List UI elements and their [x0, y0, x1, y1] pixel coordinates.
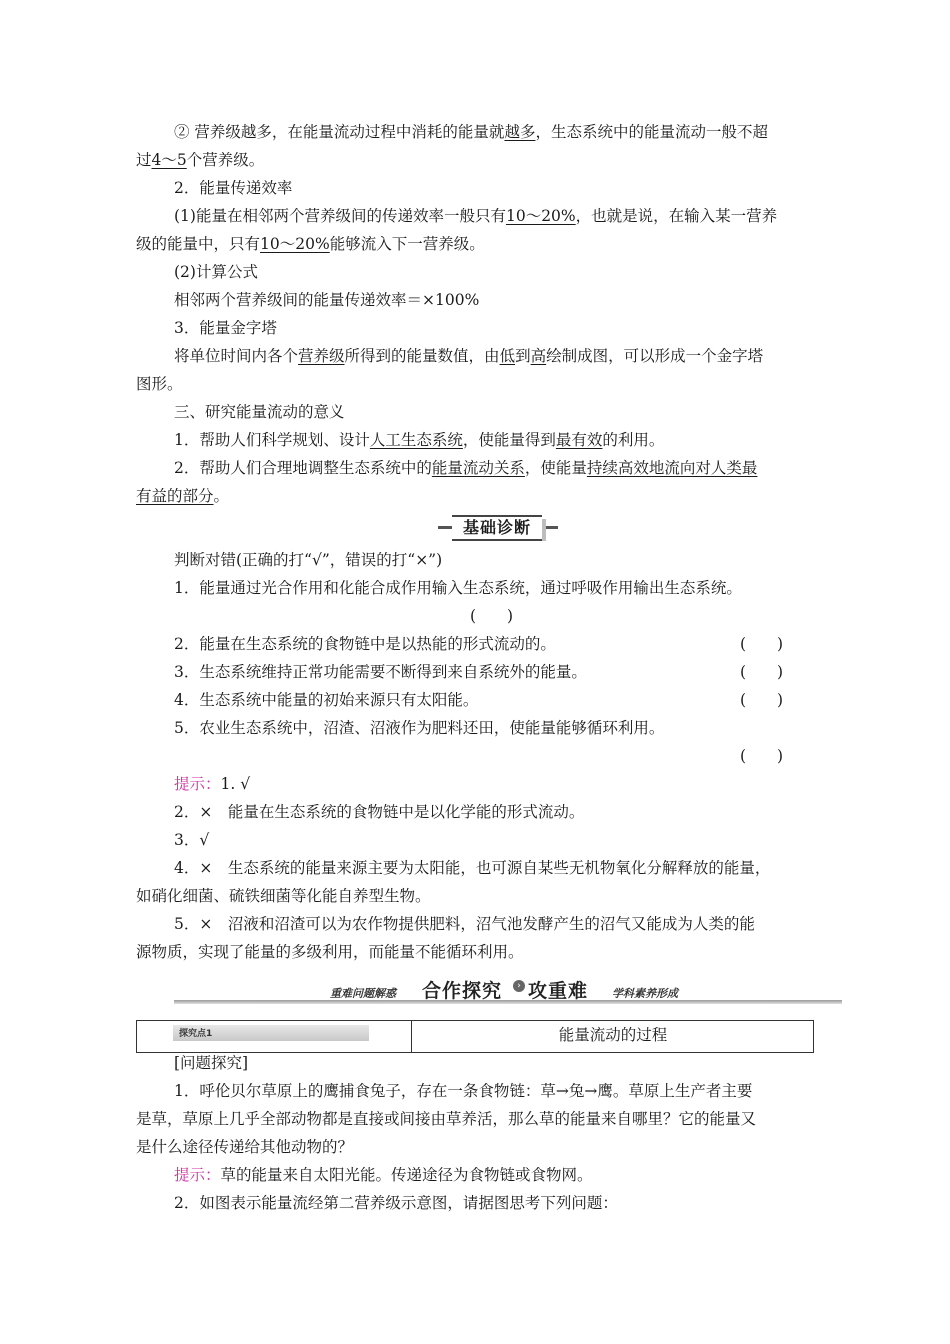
answer-text: 1. √ [220, 775, 251, 793]
section-heading: 三、研究能量流动的意义 [174, 403, 345, 421]
hint-line [174, 1164, 593, 1186]
question-4: 4．生态系统中能量的初始来源只有太阳能。 [174, 691, 479, 709]
instruction: 判断对错(正确的打“√”，错误的打“×”) [174, 551, 443, 569]
text-run: 个营养级。 [186, 151, 265, 169]
inquiry-question-1-continuation: 是什么途径传递给其他动物的？ [136, 1138, 354, 1156]
answer-5: 5．× 沼液和沼渣可以为农作物提供肥料，沼气池发酵产生的沼气又能成为人类的能 [174, 915, 755, 933]
underlined-term: 持续高效地流向对人类最 [586, 459, 758, 477]
underlined-term: 营养级 [298, 347, 345, 365]
answer-4: 4．× 生态系统的能量来源主要为太阳能，也可源自某些无机物氧化分解释放的能量， [174, 859, 771, 877]
text-run: 2．帮助人们合理地调整生态系统中的 [174, 459, 432, 477]
question-5: 5．农业生态系统中，沼渣、沼液作为肥料还田，使能量能够循环利用。 [174, 719, 665, 737]
paragraph-line [174, 345, 763, 367]
question-1: 1．能量通过光合作用和化能合成作用输入生态系统，通过呼吸作用输出生态系统。 [174, 579, 742, 597]
answer-blank: ( ) [470, 607, 514, 625]
text-run: ，使能量 [524, 459, 587, 477]
inquiry-heading: [问题探究] [174, 1054, 249, 1072]
formula: 相邻两个营养级间的能量传递效率＝×100% [174, 291, 480, 309]
chevron-right-icon: › [513, 980, 525, 992]
text-run: 1．帮助人们科学规划、设计 [174, 431, 370, 449]
paragraph-line [174, 121, 768, 143]
inquiry-question-1: 1．呼伦贝尔草原上的鹰捕食兔子，存在一条食物链：草→兔→鹰。草原上生产者主要 [174, 1082, 753, 1100]
underlined-term: 最有效 [555, 431, 603, 449]
answer-2: 2．× 能量在生态系统的食物链中是以化学能的形式流动。 [174, 803, 585, 821]
section-heading: 2．能量传递效率 [174, 179, 293, 197]
answer-3: 3．√ [174, 831, 210, 849]
underlined-term: 10～20% [505, 207, 576, 225]
text-run: 。 [213, 487, 230, 505]
underlined-term: 越多 [504, 123, 536, 141]
sub-heading: (2)计算公式 [174, 263, 258, 281]
underlined-term: 有益的部分 [136, 487, 214, 505]
section-heading: 3．能量金字塔 [174, 319, 277, 337]
cooperative-inquiry-banner [174, 976, 842, 1008]
text-run: 级的能量中，只有 [136, 235, 261, 253]
underlined-term: 低 [499, 347, 516, 365]
inquiry-question-2: 2．如图表示能量流经第二营养级示意图，请据图思考下列问题： [174, 1194, 618, 1212]
paragraph-line [136, 233, 485, 255]
underlined-term: 能量流动关系 [431, 459, 525, 477]
table-divider [411, 1021, 412, 1052]
answer-4-continuation: 如硝化细菌、硫铁细菌等化能自养型生物。 [136, 887, 431, 905]
paragraph-line [174, 205, 777, 227]
text-run: 所得到的能量数值，由 [344, 347, 500, 365]
banner-title: 基础诊断 [462, 518, 531, 537]
hint-label: 提示： [174, 1166, 221, 1184]
hint-label: 提示： [174, 775, 221, 793]
text-run: ，生态系统中的能量流动一般不超 [535, 123, 768, 141]
paragraph-line [136, 149, 264, 171]
hint-line [174, 773, 250, 795]
topic-table [136, 1020, 814, 1053]
underlined-term: 4～5 [151, 151, 187, 169]
text-run: 绘制成图，可以形成一个金字塔 [546, 347, 764, 365]
topic-title: 能量流动的过程 [558, 1026, 668, 1044]
question-2: 2．能量在生态系统的食物链中是以热能的形式流动的。 [174, 635, 556, 653]
answer-5-continuation: 源物质，实现了能量的多级利用，而能量不能循环利用。 [136, 943, 524, 961]
paragraph-line: 图形。 [136, 375, 183, 393]
banner-rule [174, 1000, 842, 1004]
banner-title-2: 攻重难 [528, 980, 589, 1002]
inquiry-question-1-continuation: 是草，草原上几乎全部动物都是直接或间接由草养活，那么草的能量来自哪里？它的能量又 [136, 1110, 757, 1128]
text-run: ，也就是说，在输入某一营养 [575, 207, 778, 225]
banner-right-text: 学科素养形成 [612, 987, 678, 1000]
list-item [174, 457, 757, 479]
text-run: 过 [136, 151, 152, 169]
list-item [174, 429, 664, 451]
text-run: 到 [515, 347, 531, 365]
banner-title: 合作探究 [422, 980, 503, 1002]
answer-blank: ( ) [740, 691, 784, 709]
text-run: 能够流入下一营养级。 [329, 235, 485, 253]
answer-blank: ( ) [740, 747, 784, 765]
topic-tag-label: 探究点1 [179, 1029, 213, 1039]
topic-tag [173, 1025, 369, 1041]
question-3: 3．生态系统维持正常功能需要不断得到来自系统外的能量。 [174, 663, 587, 681]
text-run: ，使能量得到 [462, 431, 556, 449]
text-run: ② 营养级越多，在能量流动过程中消耗的能量就 [174, 123, 505, 141]
banner-box [452, 515, 542, 541]
text-run: 将单位时间内各个 [174, 347, 299, 365]
banner-left-text: 重难问题解惑 [330, 987, 396, 1000]
text-run: 的利用。 [602, 431, 665, 449]
underlined-term: 10～20% [260, 235, 330, 253]
list-item-continuation [136, 485, 229, 507]
underlined-term: 高 [530, 347, 547, 365]
answer-text: 草的能量来自太阳光能。传递途径为食物链或食物网。 [220, 1166, 593, 1184]
underlined-term: 人工生态系统 [369, 431, 463, 449]
answer-blank: ( ) [740, 635, 784, 653]
text-run: (1)能量在相邻两个营养级间的传递效率一般只有 [174, 207, 506, 225]
answer-blank: ( ) [740, 663, 784, 681]
diagnosis-banner [438, 515, 558, 541]
